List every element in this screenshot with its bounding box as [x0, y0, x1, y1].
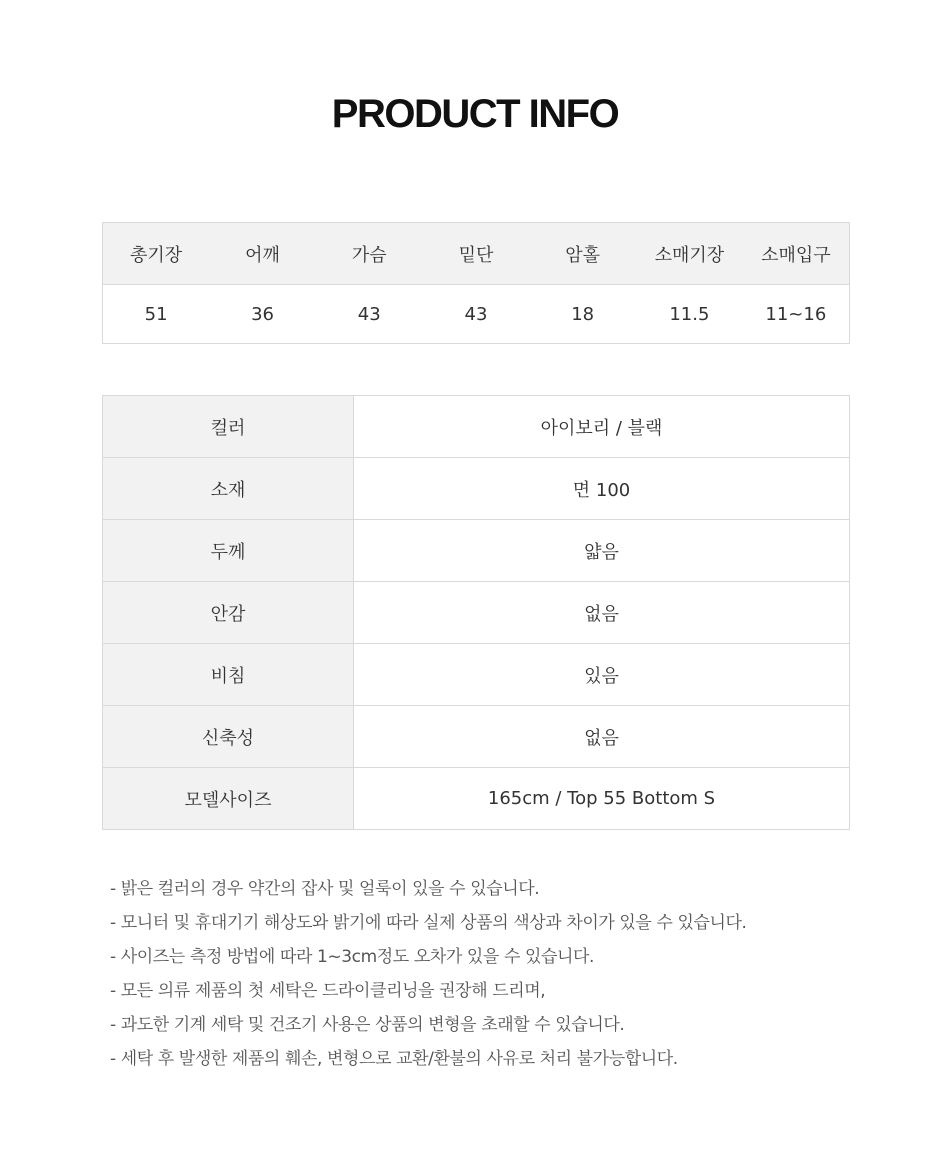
info-label: 소재 — [103, 458, 354, 520]
size-header-cell: 소매기장 — [636, 223, 743, 285]
size-value-cell: 36 — [209, 285, 316, 344]
note-item: - 모든 의류 제품의 첫 세탁은 드라이클리닝을 권장해 드리며, — [110, 981, 546, 1001]
size-value-cell: 43 — [423, 285, 530, 344]
info-value: 없음 — [354, 706, 850, 768]
info-label: 두께 — [103, 520, 354, 582]
info-row-stretch — [103, 706, 850, 768]
info-row-material — [103, 458, 850, 520]
info-label: 안감 — [103, 582, 354, 644]
size-header-cell: 가슴 — [316, 223, 423, 285]
size-header-cell: 총기장 — [103, 223, 210, 285]
note-item: - 밝은 컬러의 경우 약간의 잡사 및 얼룩이 있을 수 있습니다. — [110, 879, 540, 899]
note-item: - 모니터 및 휴대기기 해상도와 밝기에 따라 실제 상품의 색상과 차이가 있을 수 있습니다. — [110, 913, 747, 933]
info-row-thickness — [103, 520, 850, 582]
info-label: 신축성 — [103, 706, 354, 768]
size-value-row — [103, 285, 850, 344]
info-row-lining — [103, 582, 850, 644]
info-row-model-size — [103, 768, 850, 830]
size-value-cell: 18 — [529, 285, 636, 344]
size-value-cell: 11~16 — [743, 285, 850, 344]
page-title: PRODUCT INFO — [331, 92, 619, 136]
notes-list — [110, 872, 747, 1076]
size-header-cell: 어깨 — [209, 223, 316, 285]
size-value-cell: 11.5 — [636, 285, 743, 344]
info-label: 컬러 — [103, 396, 354, 458]
size-header-cell: 암홀 — [529, 223, 636, 285]
size-header-row — [103, 223, 850, 285]
note-item: - 세탁 후 발생한 제품의 훼손, 변형으로 교환/환불의 사유로 처리 불가능합니다. — [110, 1049, 678, 1069]
info-value: 아이보리 / 블랙 — [354, 396, 850, 458]
info-row-sheerness — [103, 644, 850, 706]
size-value-cell: 51 — [103, 285, 210, 344]
size-value-cell: 43 — [316, 285, 423, 344]
note-item: - 과도한 기계 세탁 및 건조기 사용은 상품의 변형을 초래할 수 있습니다. — [110, 1015, 625, 1035]
info-value: 면 100 — [354, 458, 850, 520]
size-header-cell: 밑단 — [423, 223, 530, 285]
info-table — [102, 395, 850, 830]
size-table — [102, 222, 850, 344]
info-value: 얇음 — [354, 520, 850, 582]
note-item: - 사이즈는 측정 방법에 따라 1~3cm정도 오차가 있을 수 있습니다. — [110, 947, 595, 967]
size-header-cell: 소매입구 — [743, 223, 850, 285]
info-value: 있음 — [354, 644, 850, 706]
info-label: 모델사이즈 — [103, 768, 354, 830]
info-value: 없음 — [354, 582, 850, 644]
info-label: 비침 — [103, 644, 354, 706]
info-row-color — [103, 396, 850, 458]
info-value: 165cm / Top 55 Bottom S — [354, 768, 850, 830]
